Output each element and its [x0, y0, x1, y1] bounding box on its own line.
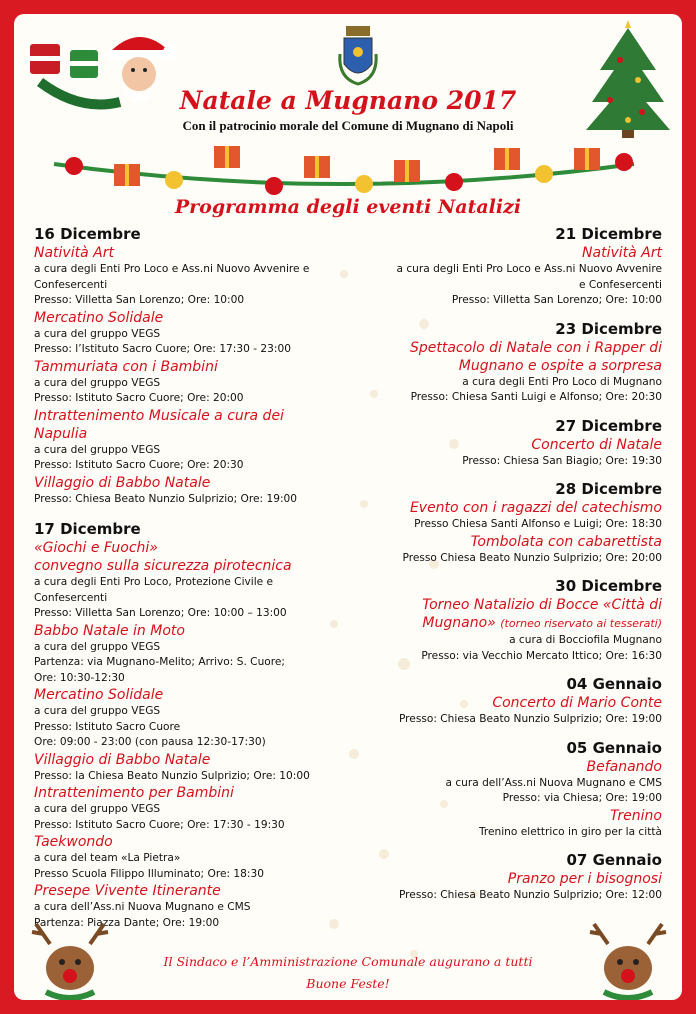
event-title: Mercatino Solidale [34, 309, 164, 326]
event-detail: a cura del gruppo VEGS [34, 376, 161, 389]
poster-subtitle: Con il patrocinio morale del Comune di Mugnano di Napoli [182, 118, 514, 133]
event-detail: Partenza: via Mugnano-Melito; Arrivo: S. Cuore; [34, 656, 285, 668]
event-detail: Presso: Istituto Sacro Cuore [34, 720, 181, 733]
day-heading: 21 Dicembre [555, 225, 662, 243]
event-detail: Presso: Chiesa Beato Nunzio Sulprizio; Ore: 12:00 [398, 889, 662, 901]
event-detail: a cura degli Enti Pro Loco e Ass.ni Nuovo Avvenire [396, 263, 662, 275]
event-title: Intrattenimento Musicale a cura dei [34, 407, 284, 424]
event-title: Villaggio di Babbo Natale [34, 751, 211, 768]
event-detail: a cura degli Enti Pro Loco di Mugnano [462, 375, 662, 388]
event-title: Babbo Natale in Moto [34, 622, 185, 639]
event-title: «Giochi e Fuochi» [34, 540, 158, 556]
event-title: Befanando [586, 758, 662, 775]
event-detail: Presso: via Vecchio Mercato Ittico; Ore: 16:30 [421, 649, 662, 662]
poster-title: Natale a Mugnano 2017 [179, 86, 517, 115]
event-title: convegno sulla sicurezza pirotecnica [34, 558, 292, 574]
event-detail: Trenino elettrico in giro per la città [478, 825, 662, 838]
event-title: Concerto di Mario Conte [492, 695, 662, 711]
event-note: (torneo riservato ai tesserati) [500, 617, 662, 630]
day-heading: 30 Dicembre [555, 577, 662, 595]
event-title: Presepe Vivente Itinerante [34, 883, 221, 899]
event-detail: Presso: Chiesa Beato Nunzio Sulprizio; Ore: 19:00 [34, 492, 298, 505]
event-detail: Presso: Villetta San Lorenzo; Ore: 10:00 [34, 294, 245, 306]
event-detail: Presso: Villetta San Lorenzo; Ore: 10:00 [451, 294, 662, 306]
footer-greeting: Il Sindaco e l’Amministrazione Comunale augurano a tutti [163, 954, 533, 969]
event-title: Napulia [34, 425, 88, 442]
event-title: Natività Art [582, 245, 662, 261]
event-detail: Presso: Chiesa San Biagio; Ore: 19:30 [462, 454, 662, 467]
day-heading: 05 Gennaio [566, 738, 662, 757]
event-detail: Presso: Istituto Sacro Cuore; Ore: 20:30 [34, 459, 244, 471]
event-detail: Presso: Istituto Sacro Cuore; Ore: 20:00 [34, 392, 244, 404]
event-detail: a cura del gruppo VEGS [34, 443, 161, 456]
event-detail: a cura degli Enti Pro Loco, Protezione Civile e [34, 576, 274, 588]
day-heading: 04 Gennaio [566, 675, 662, 693]
right-column [360, 220, 662, 904]
event-title: Mugnano e ospite a sorpresa [458, 357, 662, 374]
event-title: Evento con i ragazzi del catechismo [409, 500, 662, 516]
event-title: Trenino [609, 807, 662, 824]
footer-wishes: Buone Feste! [306, 976, 390, 991]
day-heading: 27 Dicembre [555, 416, 662, 435]
event-detail: Confesercenti [34, 278, 108, 291]
event-title: Tombolata con cabarettista [470, 533, 662, 550]
event-title [360, 614, 662, 633]
event-detail: a cura dell’Ass.ni Nuova Mugnano e CMS [34, 901, 251, 913]
day-heading: 23 Dicembre [555, 319, 662, 338]
event-title: Tammuriata con i Bambini [34, 358, 218, 375]
santa-icon [20, 22, 190, 132]
event-detail: Presso: l’Istituto Sacro Cuore; Ore: 17:30 - 23:00 [34, 343, 291, 355]
event-detail: Presso Chiesa Beato Nunzio Sulprizio; Ore: 20:00 [402, 551, 662, 564]
event-title: Pranzo per i bisognosi [507, 871, 662, 887]
event-detail: a cura del team «La Pietra» [34, 852, 181, 864]
event-detail: Presso Scuola Filippo Illuminato; Ore: 18:30 [34, 867, 264, 880]
event-title: Villaggio di Babbo Natale [34, 474, 211, 491]
event-detail: a cura del gruppo VEGS [34, 705, 161, 717]
day-heading: 17 Dicembre [34, 520, 141, 538]
program-title: Programma degli eventi Natalizi [174, 196, 522, 218]
event-detail: a cura del gruppo VEGS [34, 640, 161, 653]
event-detail: a cura degli Enti Pro Loco e Ass.ni Nuovo Avvenire e [34, 263, 310, 275]
event-detail: Presso: Chiesa Santi Luigi e Alfonso; Ore: 20:30 [410, 391, 662, 403]
left-column [34, 220, 346, 931]
event-detail: a cura del gruppo VEGS [34, 803, 161, 815]
event-title-part: Mugnano» [422, 615, 496, 631]
event-detail: Presso: via Chiesa; Ore: 19:00 [502, 792, 662, 804]
crest-icon [336, 24, 380, 88]
event-detail: Presso Chiesa Santi Alfonso e Luigi; Ore: 18:30 [414, 518, 662, 530]
event-detail: Presso: Villetta San Lorenzo; Ore: 10:00 – 13:00 [34, 607, 287, 619]
poster [14, 14, 682, 1000]
event-detail: Ore: 09:00 - 23:00 (con pausa 12:30-17:30) [34, 736, 266, 748]
event-detail: Partenza: Piazza Dante; Ore: 19:00 [34, 916, 220, 929]
day-heading: 16 Dicembre [34, 225, 141, 243]
event-title: Natività Art [34, 245, 114, 261]
event-title: Torneo Natalizio di Bocce «Città di [422, 597, 662, 613]
event-detail: e Confesercenti [578, 278, 662, 291]
event-detail: Presso: Chiesa Beato Nunzio Sulprizio; Ore: 19:00 [398, 713, 662, 725]
event-detail: a cura di Bocciofila Mugnano [509, 634, 662, 646]
event-title: Spettacolo di Natale con i Rapper di [409, 339, 662, 356]
event-title: Concerto di Natale [531, 436, 662, 453]
event-detail: a cura del gruppo VEGS [34, 327, 161, 340]
event-detail: Presso: Istituto Sacro Cuore; Ore: 17:30 - 19:30 [34, 818, 285, 831]
day-heading: 07 Gennaio [566, 851, 662, 869]
event-title: Intrattenimento per Bambini [34, 785, 234, 801]
event-detail: a cura dell’Ass.ni Nuova Mugnano e CMS [445, 776, 662, 789]
event-title: Taekwondo [34, 834, 113, 850]
day-heading: 28 Dicembre [555, 480, 662, 498]
event-detail: Presso: la Chiesa Beato Nunzio Sulprizio; Ore: 10:00 [34, 769, 310, 782]
event-title: Mercatino Solidale [34, 687, 164, 703]
event-detail: Confesercenti [34, 591, 108, 604]
event-detail: Ore: 10:30-12:30 [34, 671, 125, 684]
